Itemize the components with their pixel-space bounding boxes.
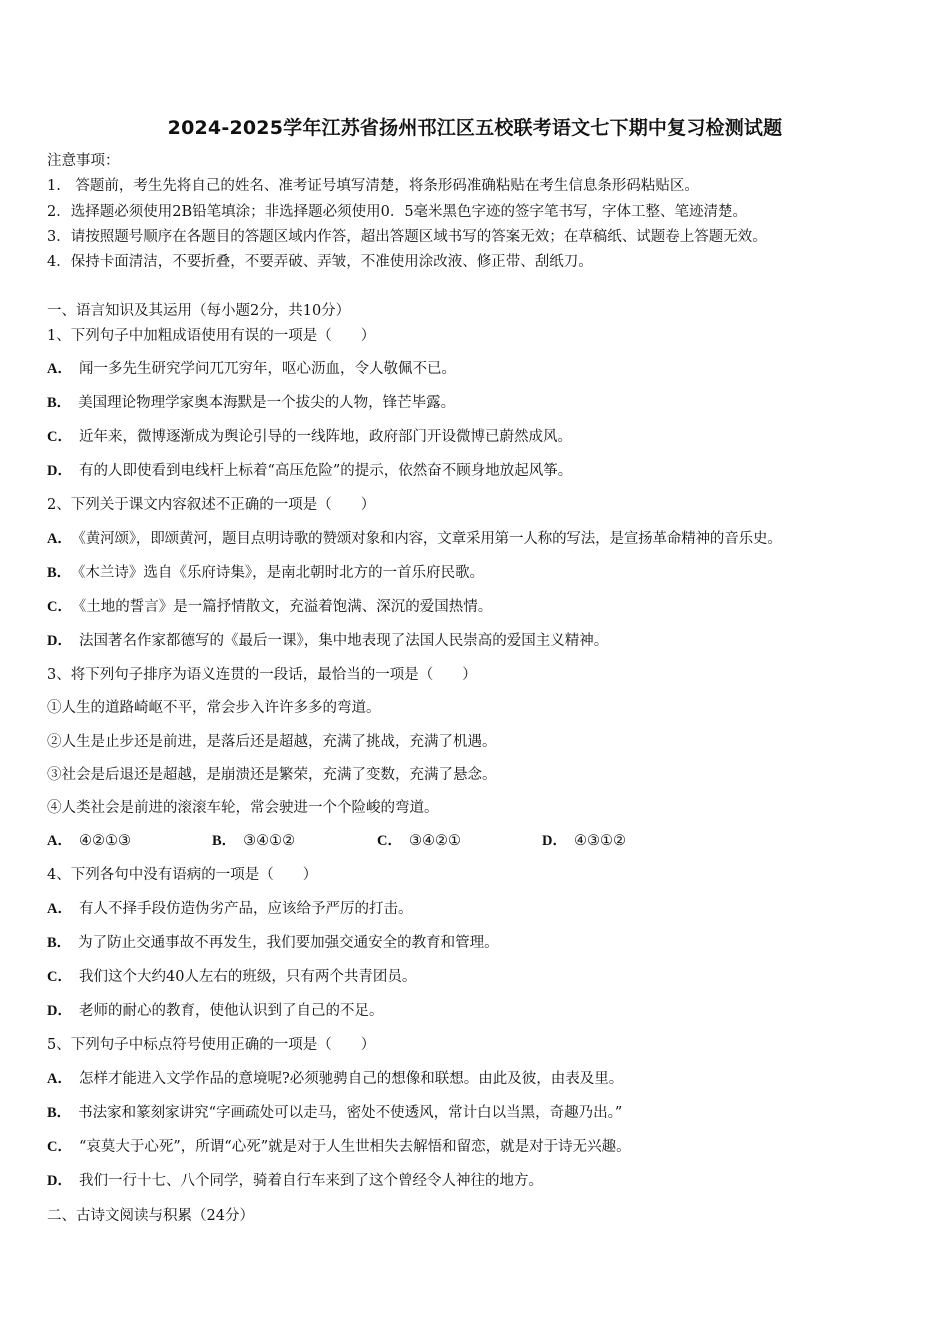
- option: [47, 631, 608, 651]
- question-stem: 5、下列句子中标点符号使用正确的一项是（ ）: [47, 1037, 376, 1053]
- option: [47, 359, 456, 379]
- option: [47, 529, 782, 549]
- section-heading: 二、古诗文阅读与积累（24分）: [47, 1208, 254, 1224]
- option-text: 《黄河颂》，即颂黄河，题目点明诗歌的赞颂对象和内容，文章采用第一人称的写法，是宣扬革命精神的音乐史。: [78, 531, 782, 547]
- section-heading: 一、语言知识及其运用（每小题2分，共10分）: [47, 303, 351, 319]
- option: [212, 831, 295, 851]
- option-label: B．: [212, 833, 237, 849]
- option-label: A．: [47, 833, 72, 849]
- option-text: 书法家和篆刻家讲究“字画疏处可以走马，密处不使透风，常计白以当黑，奇趣乃出。”: [78, 1105, 623, 1121]
- notice-item: 2．选择题必须使用2B铅笔填涂；非选择题必须使用0．5毫米黑色字迹的签字笔书写，字体工整、笔迹清楚。: [47, 204, 748, 220]
- ordering-sentence: ③社会是后退还是超越，是崩溃还是繁荣，充满了变数，充满了悬念。: [47, 767, 497, 783]
- page-title: 2024-2025学年江苏省扬州邗江区五校联考语文七下期中复习检测试题: [167, 117, 783, 139]
- question-stem: 1、下列句子中加粗成语使用有误的一项是（ ）: [47, 328, 376, 344]
- ordering-sentence: ②人生是止步还是前进，是落后还是超越，充满了挑战，充满了机遇。: [47, 734, 497, 750]
- option-text: 有人不择手段仿造伪劣产品，应该给予严厉的打击。: [78, 901, 413, 917]
- option: [47, 461, 572, 481]
- option-text: 《土地的誓言》是一篇抒情散文，充溢着饱满、深沉的爱国热情。: [78, 599, 493, 615]
- option-label: A．: [47, 531, 72, 547]
- option: [47, 1137, 631, 1157]
- option-label: C．: [47, 969, 72, 985]
- option-label: B．: [47, 395, 72, 411]
- option: [47, 597, 492, 617]
- option-label: D．: [542, 833, 567, 849]
- option: [377, 831, 461, 851]
- option: [47, 1103, 622, 1123]
- option-text: 近年来，微博逐渐成为舆论引导的一线阵地，政府部门开设微博已蔚然成风。: [78, 429, 572, 445]
- ordering-sentence: ①人生的道路崎岖不平，常会步入许许多多的弯道。: [47, 700, 381, 716]
- option: [47, 1171, 543, 1191]
- notice-item: 1. 答题前，考生先将自己的姓名、准考证号填写清楚，将条形码准确粘贴在考生信息条形码粘贴区。: [47, 178, 699, 194]
- option-label: C．: [47, 599, 72, 615]
- option-label: B．: [47, 935, 72, 951]
- option-text: 老师的耐心的教育，使他认识到了自己的不足。: [78, 1003, 384, 1019]
- notice-item: 4．保持卡面清洁，不要折叠，不要弄破、弄皱，不准使用涂改液、修正带、刮纸刀。: [47, 254, 593, 270]
- option-text: ④③①②: [573, 833, 626, 849]
- question-stem: 4、下列各句中没有语病的一项是（ ）: [47, 867, 318, 883]
- option-text: ④②①③: [78, 833, 131, 849]
- option: [47, 1001, 383, 1021]
- option: [47, 427, 572, 447]
- option-text: 我们这个大约40人左右的班级，只有两个共青团员。: [78, 969, 417, 985]
- ordering-sentence: ④人类社会是前进的滚滚车轮，常会驶进一个个险峻的弯道。: [47, 800, 439, 816]
- option-label: D．: [47, 1173, 72, 1189]
- option-text: 为了防止交通事故不再发生，我们要加强交通安全的教育和管理。: [78, 935, 499, 951]
- option-label: A．: [47, 1071, 72, 1087]
- option-text: ③④①②: [243, 833, 296, 849]
- option: [47, 563, 484, 583]
- option-text: 怎样才能进入文学作品的意境呢?必须驰骋自己的想像和联想。由此及彼，由表及里。: [78, 1071, 624, 1087]
- option-label: C．: [47, 1139, 72, 1155]
- option-label: D．: [47, 463, 72, 479]
- notice-heading: 注意事项：: [47, 153, 120, 169]
- option: [47, 967, 416, 987]
- option: [47, 1069, 623, 1089]
- option-text: 闻一多先生研究学问兀兀穷年，呕心沥血，令人敬佩不已。: [78, 361, 456, 377]
- option-label: A．: [47, 901, 72, 917]
- question-stem: 3、将下列句子排序为语义连贯的一段话，最恰当的一项是（ ）: [47, 667, 477, 683]
- option-label: A．: [47, 361, 72, 377]
- option-label: B．: [47, 565, 72, 581]
- option-text: “哀莫大于心死”，所谓“心死”就是对于人生世相失去解悟和留恋，就是对于诗无兴趣。: [78, 1139, 631, 1155]
- question-stem: 2、下列关于课文内容叙述不正确的一项是（ ）: [47, 497, 376, 513]
- option: [47, 831, 131, 851]
- option-text: 有的人即使看到电线杆上标着“高压危险”的提示，依然奋不顾身地放起风筝。: [78, 463, 573, 479]
- option-label: D．: [47, 633, 72, 649]
- option-label: B．: [47, 1105, 72, 1121]
- option: [47, 933, 499, 953]
- option-text: 《木兰诗》选自《乐府诗集》，是南北朝时北方的一首乐府民歌。: [78, 565, 485, 581]
- option-label: C．: [377, 833, 402, 849]
- option-text: 法国著名作家都德写的《最后一课》，集中地表现了法国人民崇高的爱国主义精神。: [78, 633, 609, 649]
- option-label: D．: [47, 1003, 72, 1019]
- option: [47, 899, 412, 919]
- notice-item: 3．请按照题号顺序在各题目的答题区域内作答，超出答题区域书写的答案无效；在草稿纸、试题卷上答题无效。: [47, 229, 767, 245]
- option-text: 我们一行十七、八个同学，骑着自行车来到了这个曾经令人神往的地方。: [78, 1173, 543, 1189]
- option-text: ③④②①: [408, 833, 461, 849]
- option: [542, 831, 626, 851]
- option: [47, 393, 455, 413]
- option-text: 美国理论物理学家奥本海默是一个拔尖的人物，锋芒毕露。: [78, 395, 456, 411]
- option-label: C．: [47, 429, 72, 445]
